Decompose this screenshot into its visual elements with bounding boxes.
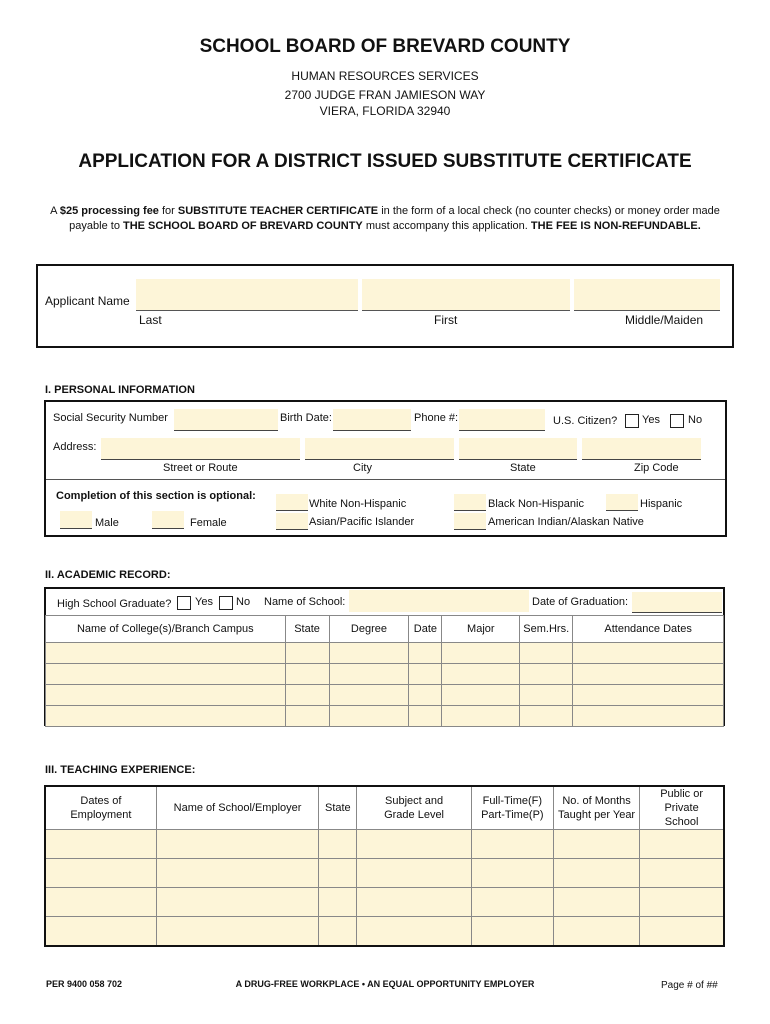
phone-label: Phone #: [414, 412, 459, 424]
citizen-no-label: No [688, 414, 703, 426]
table-cell[interactable] [319, 859, 357, 888]
dept-name: HUMAN RESOURCES SERVICES [291, 69, 479, 83]
female-label: Female [190, 517, 227, 529]
table-cell[interactable] [45, 888, 156, 917]
col-dates: Dates of Employment [45, 786, 156, 830]
table-cell[interactable] [573, 664, 724, 685]
table-cell[interactable] [46, 685, 286, 706]
grad-date-field[interactable] [632, 592, 722, 613]
table-cell[interactable] [357, 830, 471, 859]
hs-no-label: No [236, 596, 251, 608]
col-sem-hrs: Sem.Hrs. [520, 616, 573, 643]
table-cell[interactable] [640, 830, 724, 859]
asian-field[interactable] [276, 513, 308, 530]
hs-grad-label: High School Graduate? [57, 598, 172, 610]
table-row [45, 830, 724, 859]
hs-no-checkbox[interactable] [219, 596, 233, 610]
table-row [45, 917, 724, 946]
table-cell[interactable] [553, 859, 639, 888]
state-field[interactable] [459, 438, 577, 460]
female-field[interactable] [152, 511, 184, 529]
col-state: State [285, 616, 329, 643]
citizen-no-checkbox[interactable] [670, 414, 684, 428]
birth-label: Birth Date: [280, 412, 332, 424]
col-public: Public or Private School [640, 786, 724, 830]
asian-label: Asian/Pacific Islander [309, 516, 415, 528]
zip-field[interactable] [582, 438, 701, 460]
table-cell[interactable] [357, 859, 471, 888]
native-field[interactable] [454, 513, 486, 530]
academic-header-row [46, 616, 724, 643]
table-row [45, 859, 724, 888]
col-date: Date [409, 616, 442, 643]
table-cell[interactable] [156, 917, 318, 946]
col-fulltime: Full-Time(F) Part-Time(P) [471, 786, 553, 830]
teaching-table [44, 785, 725, 947]
table-cell[interactable] [409, 664, 442, 685]
ssn-label: Social Security Number [53, 412, 168, 424]
col-months: No. of Months Taught per Year [553, 786, 639, 830]
address-line2: VIERA, FLORIDA 32940 [319, 104, 451, 118]
last-name-field[interactable] [136, 279, 358, 311]
street-field[interactable] [101, 438, 300, 460]
form-title: APPLICATION FOR A DISTRICT ISSUED SUBSTITUTE CERTIFICATE [78, 151, 692, 172]
col-attendance: Attendance Dates [573, 616, 724, 643]
org-title: SCHOOL BOARD OF BREVARD COUNTY [199, 36, 571, 57]
hispanic-field[interactable] [606, 494, 638, 511]
table-cell[interactable] [409, 706, 442, 727]
table-cell[interactable] [319, 917, 357, 946]
table-cell[interactable] [285, 685, 329, 706]
black-field[interactable] [454, 494, 486, 511]
male-label: Male [95, 517, 119, 529]
table-cell[interactable] [329, 664, 409, 685]
table-cell[interactable] [442, 706, 520, 727]
table-cell[interactable] [442, 685, 520, 706]
hs-yes-label: Yes [195, 596, 213, 608]
personal-heading: I. PERSONAL INFORMATION [45, 384, 195, 396]
col-subject: Subject and Grade Level [357, 786, 471, 830]
table-cell[interactable] [553, 830, 639, 859]
last-caption: Last [139, 313, 162, 327]
table-cell[interactable] [640, 859, 724, 888]
white-label: White Non-Hispanic [309, 498, 407, 510]
teaching-header-row [45, 786, 724, 830]
middle-caption: Middle/Maiden [625, 313, 704, 327]
table-cell[interactable] [45, 859, 156, 888]
optional-divider [46, 479, 725, 480]
citizen-label: U.S. Citizen? [553, 415, 618, 427]
ssn-field[interactable] [174, 409, 278, 431]
table-cell[interactable] [46, 706, 286, 727]
native-label: American Indian/Alaskan Native [488, 516, 644, 528]
table-cell[interactable] [553, 888, 639, 917]
col-state: State [319, 786, 357, 830]
table-cell[interactable] [409, 685, 442, 706]
city-field[interactable] [305, 438, 454, 460]
table-cell[interactable] [329, 643, 409, 664]
table-cell[interactable] [329, 685, 409, 706]
table-cell[interactable] [442, 643, 520, 664]
citizen-yes-checkbox[interactable] [625, 414, 639, 428]
birth-date-field[interactable] [333, 409, 411, 431]
table-cell[interactable] [520, 685, 573, 706]
col-degree: Degree [329, 616, 409, 643]
table-cell[interactable] [471, 830, 553, 859]
table-cell[interactable] [46, 664, 286, 685]
table-cell[interactable] [471, 917, 553, 946]
white-field[interactable] [276, 494, 308, 511]
first-caption: First [434, 313, 458, 327]
table-cell[interactable] [640, 917, 724, 946]
table-cell[interactable] [357, 917, 471, 946]
col-employer: Name of School/Employer [156, 786, 318, 830]
fee-notice: A $25 processing fee for SUBSTITUTE TEACHER CERTIFICATE in the form of a local check (no counter checks) or money order made payable to THE SCHOOL BOARD OF BREVARD COUNTY must accompany this application. THE FEE IS NON-REFUNDABLE. [50, 205, 720, 232]
first-name-field[interactable] [362, 279, 570, 311]
optional-label: Completion of this section is optional: [56, 490, 256, 502]
phone-field[interactable] [459, 409, 545, 431]
table-cell[interactable] [285, 706, 329, 727]
table-row [46, 664, 724, 685]
table-row [46, 706, 724, 727]
table-cell[interactable] [640, 888, 724, 917]
table-cell[interactable] [520, 706, 573, 727]
table-cell[interactable] [329, 706, 409, 727]
table-cell[interactable] [520, 643, 573, 664]
table-cell[interactable] [471, 888, 553, 917]
table-cell[interactable] [156, 830, 318, 859]
table-cell[interactable] [45, 830, 156, 859]
table-cell[interactable] [553, 917, 639, 946]
page-number: Page # of ## [661, 980, 718, 991]
table-cell[interactable] [471, 859, 553, 888]
table-cell[interactable] [156, 888, 318, 917]
table-row [45, 888, 724, 917]
table-cell[interactable] [319, 830, 357, 859]
city-caption: City [353, 462, 372, 474]
table-cell[interactable] [357, 888, 471, 917]
school-name-field[interactable] [349, 590, 529, 612]
table-cell[interactable] [573, 643, 724, 664]
hs-yes-checkbox[interactable] [177, 596, 191, 610]
grad-date-label: Date of Graduation: [532, 596, 629, 608]
school-name-label: Name of School: [264, 596, 346, 608]
table-cell[interactable] [46, 643, 286, 664]
col-major: Major [442, 616, 520, 643]
table-cell[interactable] [156, 859, 318, 888]
middle-name-field[interactable] [574, 279, 720, 311]
table-cell[interactable] [442, 664, 520, 685]
table-row [46, 685, 724, 706]
table-cell[interactable] [45, 917, 156, 946]
footer-motto: A DRUG-FREE WORKPLACE • AN EQUAL OPPORTUNITY EMPLOYER [235, 979, 535, 989]
form-number: PER 9400 058 702 [46, 979, 123, 989]
address-label: Address: [53, 441, 97, 453]
academic-table [45, 615, 724, 727]
citizen-yes-label: Yes [642, 414, 660, 426]
table-cell[interactable] [573, 685, 724, 706]
col-college: Name of College(s)/Branch Campus [46, 616, 286, 643]
table-cell[interactable] [409, 643, 442, 664]
black-label: Black Non-Hispanic [488, 498, 584, 510]
male-field[interactable] [60, 511, 92, 529]
teaching-heading: III. TEACHING EXPERIENCE: [45, 764, 196, 776]
hispanic-label: Hispanic [640, 498, 683, 510]
table-cell[interactable] [285, 664, 329, 685]
applicant-name-label: Applicant Name [45, 294, 130, 308]
zip-caption: Zip Code [634, 462, 679, 474]
street-caption: Street or Route [163, 462, 238, 474]
academic-heading: II. ACADEMIC RECORD: [45, 569, 171, 581]
table-cell[interactable] [520, 664, 573, 685]
address-line1: 2700 JUDGE FRAN JAMIESON WAY [284, 88, 486, 102]
table-cell[interactable] [285, 643, 329, 664]
table-row [46, 643, 724, 664]
state-caption: State [510, 462, 536, 474]
table-cell[interactable] [319, 888, 357, 917]
table-cell[interactable] [573, 706, 724, 727]
